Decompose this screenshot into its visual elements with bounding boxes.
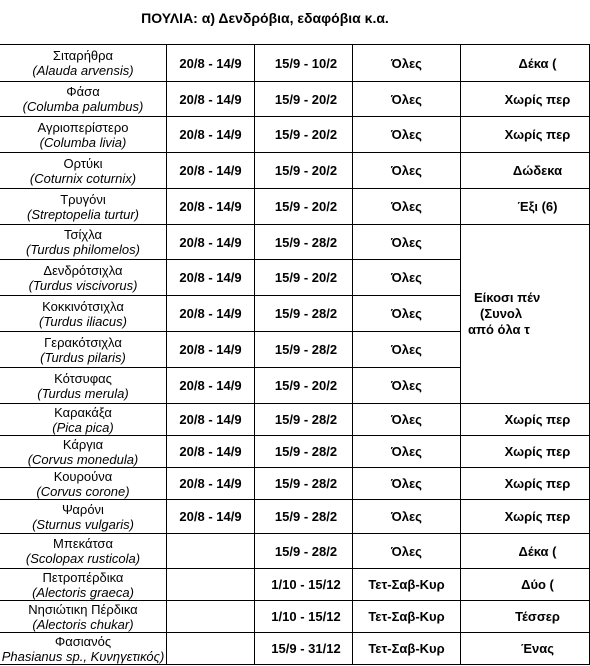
early-season-dates: 20/8 - 14/9 [167,260,255,296]
table-row [0,404,590,436]
main-season-dates: 15/9 - 28/2 [255,534,353,569]
main-season-dates: 15/9 - 28/2 [255,225,353,260]
species-common-name: Κουρούνα [53,468,113,484]
early-season-dates: 20/8 - 14/9 [167,368,255,404]
species-cell [0,117,167,153]
hunting-days: Όλες [353,332,461,368]
species-common-name: Αγριοπερίστερο [37,119,129,135]
early-season-dates: 20/8 - 14/9 [167,225,255,260]
species-cell [0,534,167,569]
main-season-dates: 15/9 - 20/2 [255,153,353,189]
hunting-days: Όλες [353,82,461,117]
species-latin-name: (Alectoris graeca) [32,584,134,600]
table-row [0,436,590,468]
main-season-dates: 15/9 - 28/2 [255,404,353,436]
species-latin-name: (Turdus philomelos) [26,242,140,257]
early-season-dates: 20/8 - 14/9 [167,332,255,368]
table-row [0,189,590,225]
hunting-days: Όλες [353,404,461,436]
bag-limit: Χωρίς περ [461,468,590,500]
species-latin-name: (Turdus pilaris) [40,349,126,365]
main-season-dates: 1/10 - 15/12 [255,601,353,633]
early-season-dates [167,534,255,569]
species-cell [0,45,167,82]
species-cell [0,82,167,117]
main-season-dates: 15/9 - 31/12 [255,633,353,665]
species-cell [0,368,167,404]
table-row [0,82,590,117]
hunting-days: Όλες [353,534,461,569]
species-latin-name: (Scolopax rusticola) [25,551,141,566]
hunting-days: Όλες [353,45,461,82]
species-common-name: Τρυγόνι [60,191,106,207]
hunting-days: Τετ-Σαβ-Κυρ [353,601,461,633]
species-common-name: Κοκκινότσιχλα [42,298,124,314]
species-common-name: Κότσυφας [54,370,112,386]
main-season-dates: 15/9 - 20/2 [255,189,353,225]
species-latin-name: (Turdus merula) [37,385,129,401]
species-latin-name: (Alectoris chukar) [32,616,134,632]
early-season-dates [167,569,255,601]
species-cell [0,153,167,189]
table-row [0,569,590,601]
species-cell [0,569,167,601]
early-season-dates [167,633,255,665]
bag-limit: Χωρίς περ [461,82,590,117]
bag-limit: Χωρίς περ [461,436,590,468]
species-common-name: Φασιανός [54,633,112,649]
species-latin-name: (Corvus corone) [36,483,130,499]
species-common-name: Ορτύκι [63,155,103,171]
main-season-dates: 1/10 - 15/12 [255,569,353,601]
bag-limit: Έξι (6) [461,189,590,225]
main-season-dates: 15/9 - 28/2 [255,436,353,468]
hunting-days: Όλες [353,153,461,189]
hunting-days: Τετ-Σαβ-Κυρ [353,633,461,665]
bag-limit: Δέκα ( [461,45,590,82]
species-common-name: Σιταρήθρα [52,48,114,63]
species-cell [0,296,167,332]
early-season-dates: 20/8 - 14/9 [167,436,255,468]
main-season-dates: 15/9 - 28/2 [255,500,353,534]
species-common-name: Ψαρόνι [62,501,104,517]
species-latin-name: (Pica pica) [52,419,114,435]
main-season-dates: 15/9 - 28/2 [255,296,353,332]
early-season-dates: 20/8 - 14/9 [167,500,255,534]
table-row [0,468,590,500]
bag-limit: Χωρίς περ [461,117,590,153]
early-season-dates: 20/8 - 14/9 [167,82,255,117]
bag-limit: Ένας [461,633,590,665]
species-cell [0,633,167,665]
hunting-seasons-table [0,44,590,665]
main-season-dates: 15/9 - 28/2 [255,468,353,500]
species-common-name: Τσίχλα [63,227,103,242]
species-latin-name: (Columba livia) [39,134,127,150]
table-row [0,117,590,153]
early-season-dates: 20/8 - 14/9 [167,404,255,436]
table-row [0,153,590,189]
main-season-dates: 15/9 - 20/2 [255,260,353,296]
species-latin-name: (Turdus viscivorus) [28,277,138,293]
hunting-days: Όλες [353,260,461,296]
merged-bag-limit [461,225,590,404]
table-row [0,500,590,534]
page-title: ΠΟΥΛΙΑ: α) Δενδρόβια, εδαφόβια κ.α. [141,10,389,26]
species-latin-name: (Turdus iliacus) [39,313,127,329]
species-cell [0,404,167,436]
species-common-name: Κάργια [62,436,104,452]
hunting-days: Όλες [353,500,461,534]
species-common-name: Καρακάξα [54,404,112,420]
species-latin-name: (Corvus monedula) [27,451,139,467]
hunting-days: Τετ-Σαβ-Κυρ [353,569,461,601]
main-season-dates: 15/9 - 20/2 [255,82,353,117]
species-cell [0,500,167,534]
early-season-dates: 20/8 - 14/9 [167,189,255,225]
species-latin-name: (Alauda arvensis) [32,63,134,78]
bag-limit: Δύο ( [461,569,590,601]
early-season-dates: 20/8 - 14/9 [167,153,255,189]
hunting-days: Όλες [353,468,461,500]
early-season-dates: 20/8 - 14/9 [167,296,255,332]
bag-limit: Χωρίς περ [461,404,590,436]
bag-limit: Χωρίς περ [461,500,590,534]
bag-limit: Δέκα ( [461,534,590,569]
hunting-days: Όλες [353,189,461,225]
table-row [0,534,590,569]
hunting-days: Όλες [353,117,461,153]
species-latin-name: Phasianus sp., Κυνηγετικός) [1,648,165,664]
species-common-name: Γερακότσιχλα [44,334,122,350]
merged-limit-line: Είκοσι πέν [474,290,541,305]
table-body [0,45,590,665]
bag-limit: Δώδεκα [461,153,590,189]
species-cell [0,260,167,296]
species-common-name: Δενδρότσιχλα [43,262,123,278]
main-season-dates: 15/9 - 20/2 [255,368,353,404]
species-cell [0,189,167,225]
hunting-days: Όλες [353,368,461,404]
merged-limit-line: (Συνολ [480,306,523,321]
hunting-days: Όλες [353,225,461,260]
table-row [0,601,590,633]
species-latin-name: (Sturnus vulgaris) [32,516,134,532]
bag-limit: Τέσσερ [461,601,590,633]
species-cell [0,436,167,468]
species-latin-name: (Streptopelia turtur) [27,206,139,222]
early-season-dates: 20/8 - 14/9 [167,45,255,82]
table-row [0,45,590,82]
species-cell [0,332,167,368]
hunting-days: Όλες [353,296,461,332]
early-season-dates: 20/8 - 14/9 [167,468,255,500]
table-row [0,225,590,260]
main-season-dates: 15/9 - 28/2 [255,332,353,368]
main-season-dates: 15/9 - 20/2 [255,117,353,153]
table-row [0,633,590,665]
species-latin-name: (Columba palumbus) [22,99,144,114]
species-cell [0,468,167,500]
species-common-name: Μπεκάτσα [53,536,113,551]
hunting-days: Όλες [353,436,461,468]
early-season-dates: 20/8 - 14/9 [167,117,255,153]
species-common-name: Πετροπέρδικα [42,569,124,585]
merged-limit-line: από όλα τ [468,322,530,337]
species-latin-name: (Coturnix coturnix) [29,170,137,186]
species-common-name: Φάσα [66,84,100,99]
species-cell [0,225,167,260]
main-season-dates: 15/9 - 10/2 [255,45,353,82]
species-cell [0,601,167,633]
early-season-dates [167,601,255,633]
species-common-name: Νησιώτικη Πέρδικα [28,601,138,617]
